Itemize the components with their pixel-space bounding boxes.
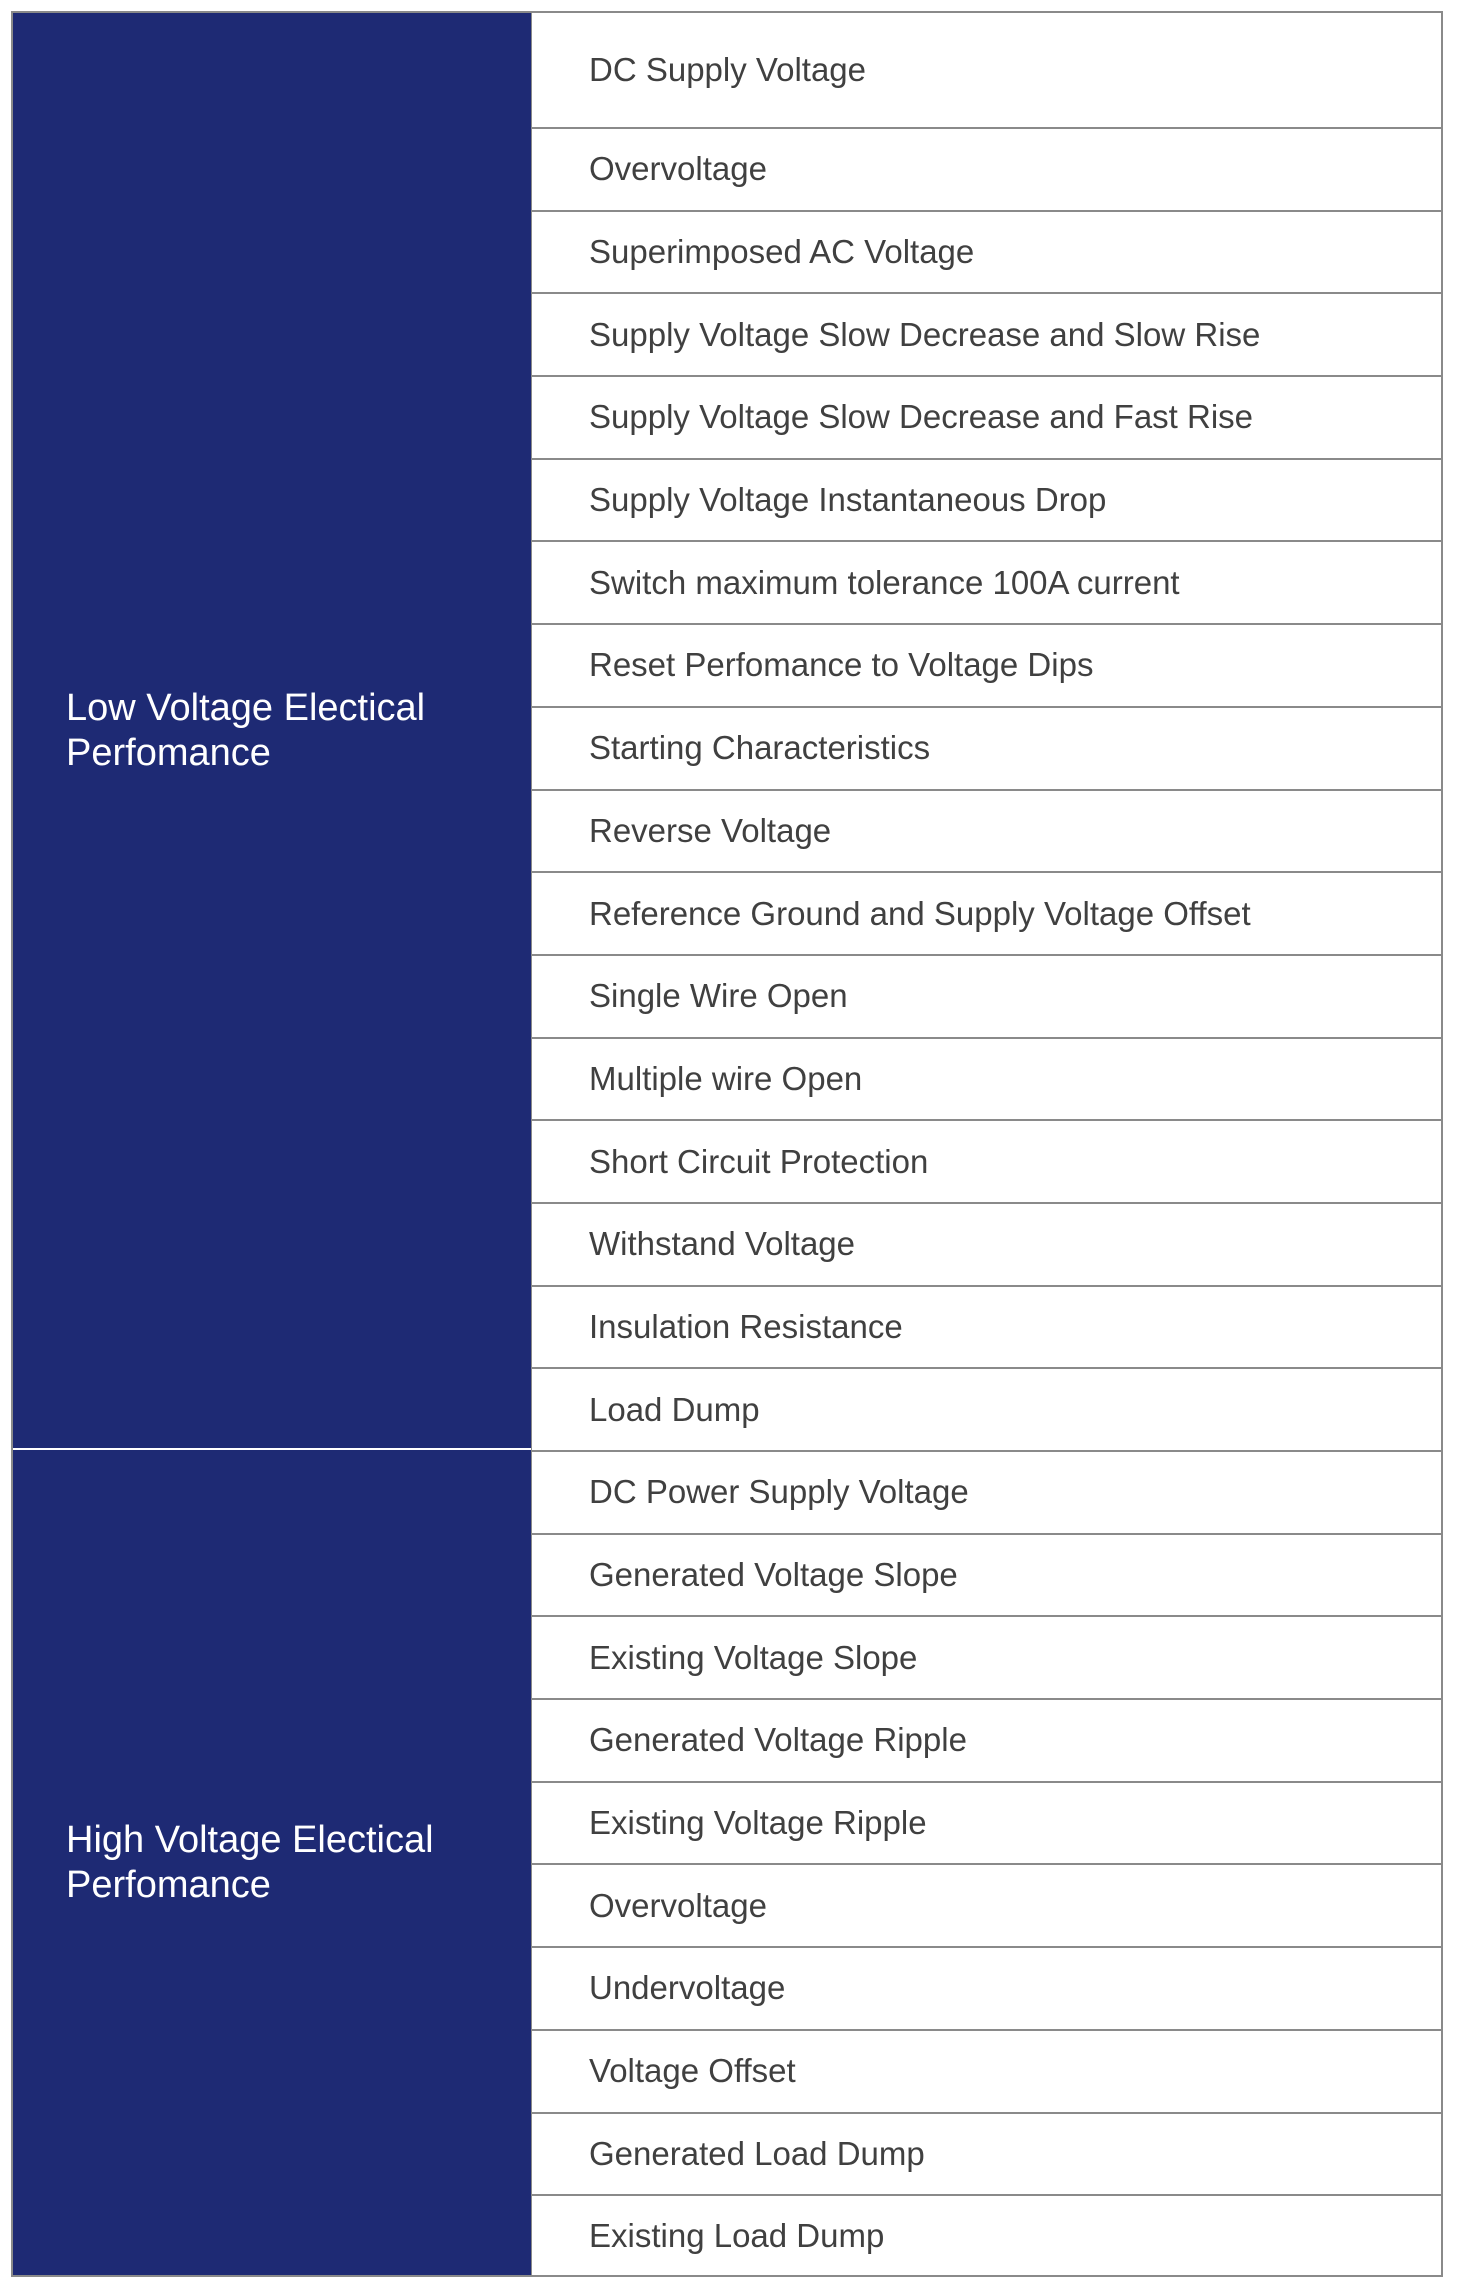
table-row: Short Circuit Protection	[531, 1121, 1441, 1204]
category-low-voltage	[13, 13, 531, 1450]
table-row: Generated Voltage Slope	[531, 1535, 1441, 1618]
table-row: Voltage Offset	[531, 2031, 1441, 2114]
table-row: Supply Voltage Instantaneous Drop	[531, 460, 1441, 543]
table-row: Existing Load Dump	[531, 2196, 1441, 2275]
table-row: DC Supply Voltage	[531, 13, 1441, 129]
category-label-line: Perfomance	[66, 731, 271, 774]
test-items-column	[531, 13, 1441, 2275]
table-row: Withstand Voltage	[531, 1204, 1441, 1287]
test-items-table	[11, 11, 1443, 2277]
table-row: Reverse Voltage	[531, 791, 1441, 874]
category-label-line: High Voltage Electical	[66, 1818, 434, 1861]
table-row: Generated Voltage Ripple	[531, 1700, 1441, 1783]
table-row: Load Dump	[531, 1369, 1441, 1452]
table-row: Generated Load Dump	[531, 2114, 1441, 2197]
category-high-voltage	[13, 1450, 531, 2275]
table-row: Reference Ground and Supply Voltage Offset	[531, 873, 1441, 956]
table-row: DC Power Supply Voltage	[531, 1452, 1441, 1535]
category-label	[66, 1818, 434, 1908]
table-row: Supply Voltage Slow Decrease and Slow Rise	[531, 294, 1441, 377]
table-row: Undervoltage	[531, 1948, 1441, 2031]
table-row: Reset Perfomance to Voltage Dips	[531, 625, 1441, 708]
table-row: Single Wire Open	[531, 956, 1441, 1039]
table-row: Switch maximum tolerance 100A current	[531, 542, 1441, 625]
table-row: Multiple wire Open	[531, 1039, 1441, 1122]
table-row: Starting Characteristics	[531, 708, 1441, 791]
table-row: Overvoltage	[531, 129, 1441, 212]
table-row: Supply Voltage Slow Decrease and Fast Rise	[531, 377, 1441, 460]
category-label-line: Perfomance	[66, 1863, 271, 1906]
table-row: Superimposed AC Voltage	[531, 212, 1441, 295]
category-column	[13, 13, 531, 2275]
category-label-line: Low Voltage Electical	[66, 686, 426, 729]
category-label	[66, 686, 425, 776]
table-row: Overvoltage	[531, 1865, 1441, 1948]
table-row: Insulation Resistance	[531, 1287, 1441, 1370]
table-row: Existing Voltage Slope	[531, 1617, 1441, 1700]
table-row: Existing Voltage Ripple	[531, 1783, 1441, 1866]
